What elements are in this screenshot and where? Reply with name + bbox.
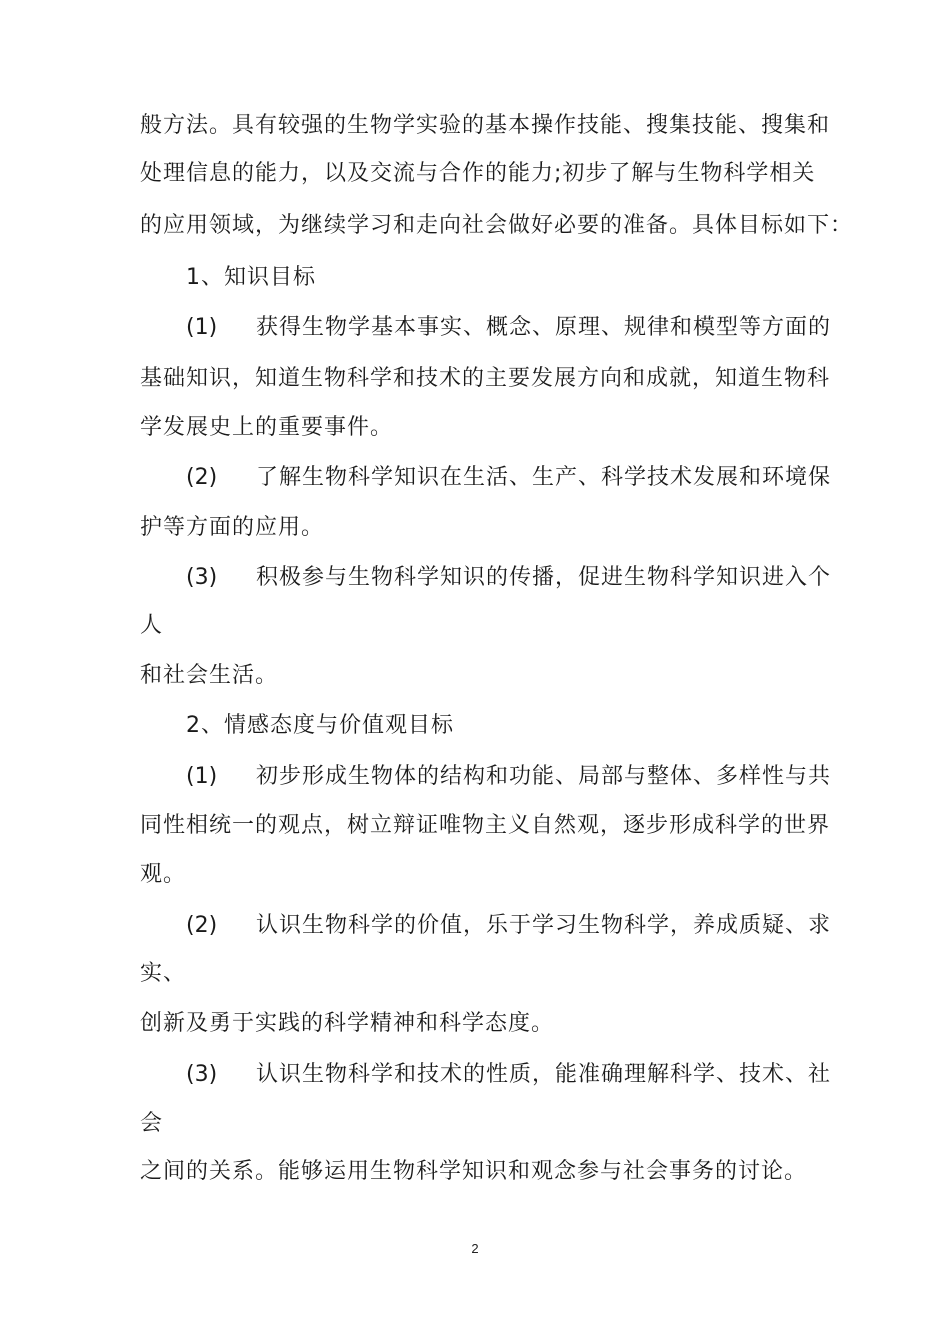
paragraph-line: 观。 — [140, 862, 187, 887]
page-number: 2 — [471, 1241, 479, 1256]
item-number: (3) — [186, 1062, 218, 1087]
item-text: 积极参与生物科学知识的传播，促进生物科学知识进入个 — [256, 565, 832, 590]
list-item-attitude-3 — [186, 1061, 831, 1089]
paragraph-line: 处理信息的能力，以及交流与合作的能力;初步了解与生物科学相关 — [140, 161, 816, 186]
item-number: (2) — [186, 913, 218, 938]
paragraph-line: 的应用领域，为继续学习和走向社会做好必要的准备。具体目标如下： — [140, 213, 854, 238]
paragraph-line: 护等方面的应用。 — [140, 515, 325, 540]
paragraph-line: 般方法。具有较强的生物学实验的基本操作技能、搜集技能、搜集和 — [140, 113, 831, 138]
list-item-attitude-2 — [186, 912, 831, 940]
section-heading-knowledge: 1、知识目标 — [186, 265, 316, 290]
paragraph-line: 之间的关系。能够运用生物科学知识和观念参与社会事务的讨论。 — [140, 1159, 808, 1184]
paragraph-line: 基础知识，知道生物科学和技术的主要发展方向和成就，知道生物科 — [140, 366, 831, 391]
list-item-knowledge-3 — [186, 564, 831, 592]
paragraph-line: 人 — [140, 613, 164, 638]
item-text: 了解生物科学知识在生活、生产、科学技术发展和环境保 — [256, 465, 832, 490]
paragraph-line: 实、 — [140, 961, 187, 986]
list-item-knowledge-1 — [186, 314, 831, 342]
section-heading-attitude: 2、情感态度与价值观目标 — [186, 713, 454, 738]
item-number: (2) — [186, 465, 218, 490]
paragraph-line: 会 — [140, 1111, 164, 1136]
item-text: 获得生物学基本事实、概念、原理、规律和模型等方面的 — [256, 315, 832, 340]
item-number: (3) — [186, 565, 218, 590]
paragraph-line: 同性相统一的观点，树立辩证唯物主义自然观，逐步形成科学的世界 — [140, 813, 831, 838]
paragraph-line: 和社会生活。 — [140, 663, 279, 688]
list-item-attitude-1 — [186, 763, 831, 791]
item-text: 认识生物科学和技术的性质，能准确理解科学、技术、社 — [256, 1062, 832, 1087]
list-item-knowledge-2 — [186, 464, 831, 492]
paragraph-line: 学发展史上的重要事件。 — [140, 415, 394, 440]
item-text: 认识生物科学的价值，乐于学习生物科学，养成质疑、求 — [256, 913, 832, 938]
paragraph-line: 创新及勇于实践的科学精神和科学态度。 — [140, 1011, 555, 1036]
item-text: 初步形成生物体的结构和功能、局部与整体、多样性与共 — [256, 764, 832, 789]
item-number: (1) — [186, 315, 218, 340]
item-number: (1) — [186, 764, 218, 789]
